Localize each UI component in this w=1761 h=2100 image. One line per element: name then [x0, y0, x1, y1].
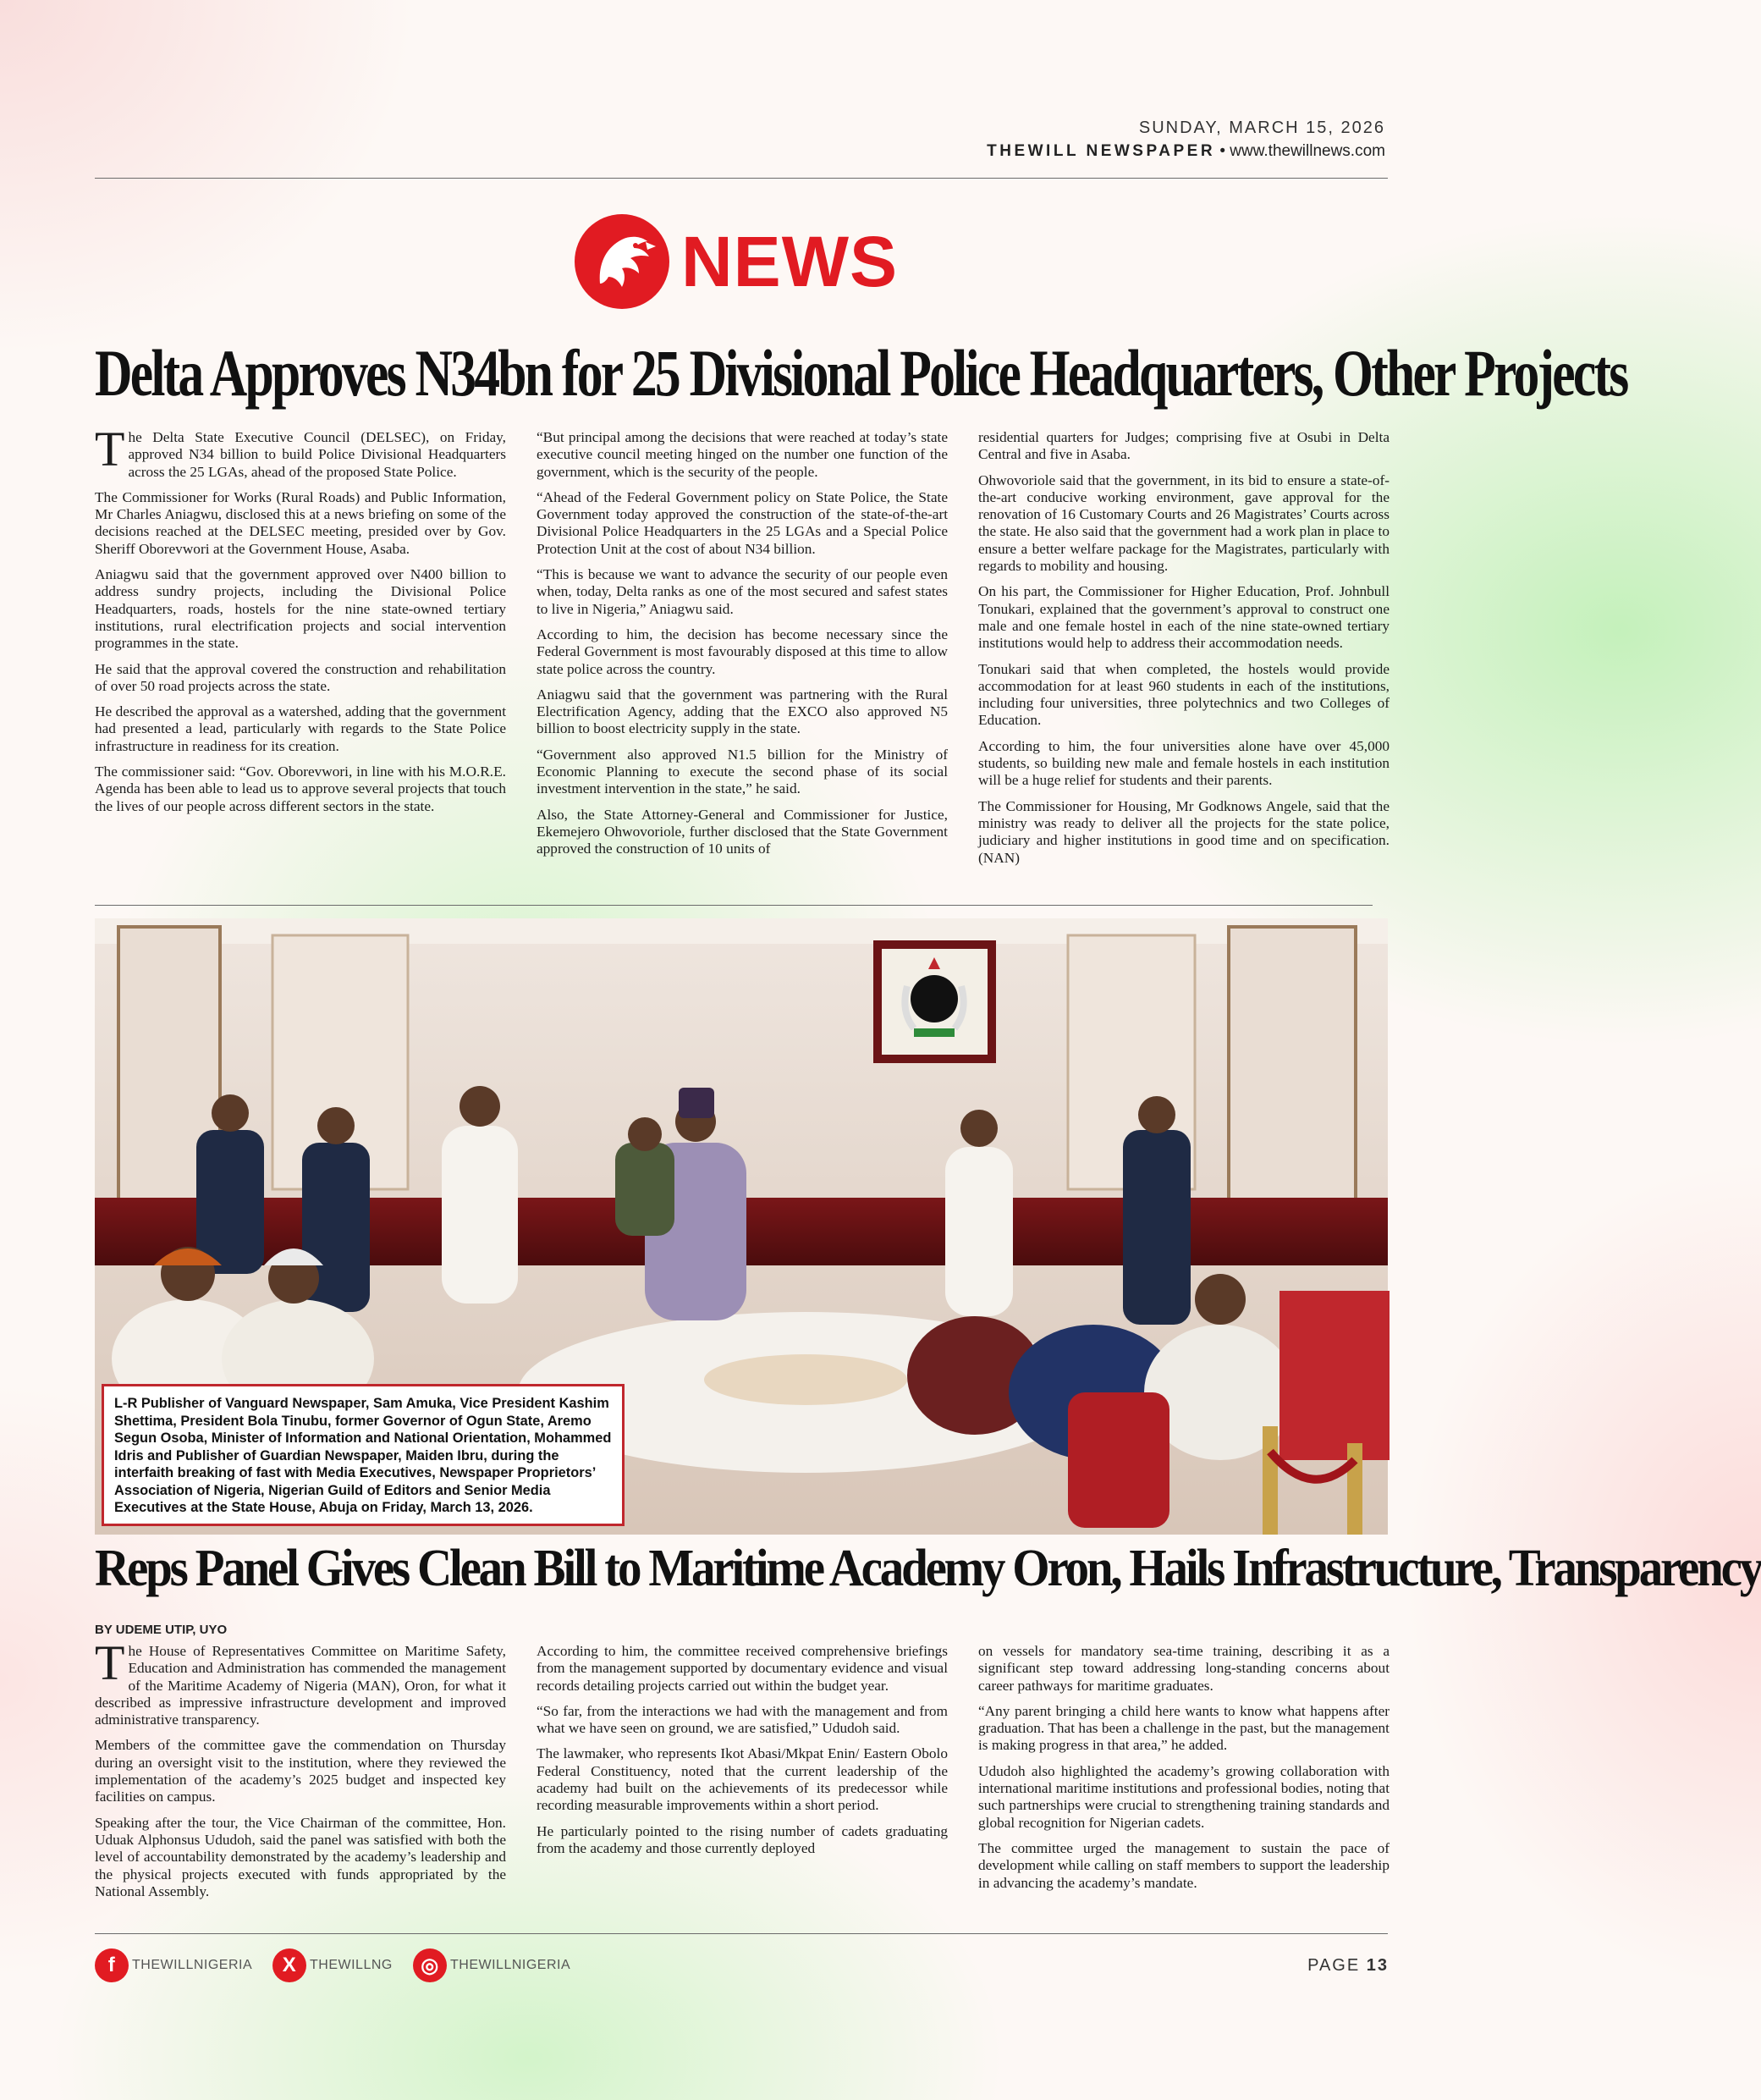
paragraph: The House of Representatives Committee on Maritime Safety, Education and Administration has commended the management of the Maritime Academy of Nigeria (MAN), Oron, for what it described as impressive infrastructure development and improved administrative transparency.	[95, 1635, 506, 1728]
facebook-icon: f	[95, 1948, 129, 1982]
paragraph: “Any parent bringing a child here wants to know what happens after graduation. That has been a challenge in the past, but the management is making progress in that area,” he added.	[978, 1702, 1390, 1754]
paragraph: The lawmaker, who represents Ikot Abasi/Mkpat Enin/ Eastern Obolo Federal Constituency, noted that the current leadership of the academy had built on the achievements of its predecessor while recording measurable improvements within a short period.	[537, 1745, 948, 1814]
paragraph: He said that the approval covered the construction and rehabilitation of over 50 road projects across the state.	[95, 660, 506, 694]
article2-column-3	[978, 1643, 1390, 1900]
page-number	[1307, 1956, 1389, 1976]
paragraph: “Government also approved N1.5 billion for the Ministry of Economic Planning to execute the second phase of its social investment intervention in the state,” he said.	[537, 746, 948, 797]
website-link[interactable]: www.thewillnews.com	[1230, 142, 1385, 160]
article-divider	[95, 905, 1373, 906]
paragraph: The Delta State Executive Council (DELSEC), on Friday, approved N34 billion to build Police Divisional Headquarters across the 25 LGAs, ahead of the proposed State Police.	[95, 422, 506, 480]
issue-date: SUNDAY, MARCH 15, 2026	[1138, 119, 1385, 137]
paragraph: He particularly pointed to the rising number of cadets graduating from the academy and those currently deployed	[537, 1822, 948, 1856]
page-label: PAGE	[1307, 1956, 1361, 1975]
instagram-link[interactable]	[413, 1948, 570, 1982]
eagle-logo-icon	[575, 214, 669, 309]
article2-column-1	[95, 1635, 506, 1909]
facebook-handle: THEWILLNIGERIA	[132, 1958, 253, 1972]
x-handle: THEWILLNG	[310, 1958, 393, 1972]
masthead-line	[987, 142, 1385, 161]
byline: BY UDEME UTIP, UYO	[95, 1623, 228, 1637]
footer-rule	[95, 1933, 1388, 1934]
paragraph: “This is because we want to advance the security of our people even when, today, Delta ranks as one of the most secured and safest states to live in Nigeria,” Aniagwu said.	[537, 566, 948, 617]
paragraph: On his part, the Commissioner for Higher Education, Prof. Johnbull Tonukari, explained that the government’s approval to construct one male and one female hostel in each of the nine state-owned tertiary institutions would help to address their accommodation needs.	[978, 583, 1390, 652]
newspaper-name: THEWILL NEWSPAPER	[987, 142, 1216, 160]
paragraph: Also, the State Attorney-General and Commissioner for Justice, Ekemejero Ohwovoriole, further disclosed that the State Government approved the construction of 10 units of	[537, 806, 948, 857]
paragraph: He described the approval as a watershed, adding that the government had presented a lead, particularly with regards to the State Police infrastructure in readiness for its creation.	[95, 703, 506, 754]
paragraph: Aniagwu said that the government approved over N400 billion to address sundry projects, including the Divisional Police Headquarters, roads, hostels for the nine state-owned tertiary institutions, rural electrification projects and social intervention programmes in the state.	[95, 566, 506, 652]
article1-headline: Delta Approves N34bn for 25 Divisional Police Headquarters, Other Projects	[95, 336, 1627, 410]
paragraph: According to him, the decision has become necessary since the Federal Government is most favourably disposed at this time to allow state police across the country.	[537, 626, 948, 677]
article1-column-2	[537, 429, 948, 867]
facebook-link[interactable]	[95, 1948, 252, 1982]
article2-headline: Reps Panel Gives Clean Bill to Maritime Academy Oron, Hails Infrastructure, Transparency	[95, 1540, 1761, 1597]
paragraph: “So far, from the interactions we had with the management and from what we have seen on ground, we are satisfied,” Ududoh said.	[537, 1702, 948, 1737]
paragraph: Ohwovoriole said that the government, in its bid to ensure a state-of-the-art conducive working environment, gave approval for the renovation of 16 Customary Courts and 26 Magistrates’ Courts across the state. He also said that the government had a work plan in place to ensure a better welfare package for the Magistrates, particularly with regards to mobility and housing.	[978, 471, 1390, 575]
paragraph: The Commissioner for Works (Rural Roads) and Public Information, Mr Charles Aniagwu, disclosed this at a news briefing on some of the decisions reached at the DELSEC meeting, presided over by Gov. Sheriff Oborevwori at the Government House, Asaba.	[95, 488, 506, 557]
paragraph: According to him, the four universities alone have over 45,000 students, so building new male and female hostels in each institution will be a huge relief for students and their parents.	[978, 737, 1390, 789]
paragraph: Speaking after the tour, the Vice Chairman of the committee, Hon. Uduak Alphonsus Ududoh, said the panel was satisfied with both the level of accountability demonstrated by the academy’s leadership and the physical projects executed with funds appropriated by the National Assembly.	[95, 1814, 506, 1899]
paragraph: Ududoh also highlighted the academy’s growing collaboration with international maritime institutions and professional bodies, noting that such partnerships were crucial to strengthening training standards and global recognition for Nigerian cadets.	[978, 1762, 1390, 1831]
paragraph: residential quarters for Judges; comprising five at Osubi in Delta Central and five in Asaba.	[978, 429, 1390, 463]
paragraph: The Commissioner for Housing, Mr Godknows Angele, said that the ministry was ready to deliver all the projects for the state police, judiciary and higher institutions in good time and on specification. (NAN)	[978, 797, 1390, 866]
paragraph: Aniagwu said that the government was partnering with the Rural Electrification Agency, adding that the EXCO also approved N5 billion to boost electricity supply in the state.	[537, 686, 948, 737]
news-section-logo	[575, 214, 913, 299]
paragraph: The committee urged the management to sustain the pace of development while calling on staff members to support the leadership in advancing the academy’s mandate.	[978, 1839, 1390, 1891]
instagram-icon: ◎	[413, 1948, 447, 1982]
paragraph: According to him, the committee received comprehensive briefings from the management supported by documentary evidence and visual records detailing projects carried out within the budget year.	[537, 1643, 948, 1694]
paragraph: Tonukari said that when completed, the hostels would provide accommodation for at least 960 students in each of the institutions, including four universities, three polytechnics and two Colleges of Education.	[978, 660, 1390, 729]
x-link[interactable]	[272, 1948, 393, 1982]
paragraph: “Ahead of the Federal Government policy on State Police, the State Government today approved the construction of the state-of-the-art Divisional Police Headquarters in the 25 LGAs and a Special Police Protection Unit at the cost of about N34 billion.	[537, 488, 948, 557]
dropcap: T	[95, 1635, 125, 1690]
header-rule	[95, 178, 1388, 179]
x-icon: X	[272, 1948, 306, 1982]
article2-column-2	[537, 1643, 948, 1866]
instagram-handle: THEWILLNIGERIA	[450, 1958, 571, 1972]
paragraph: Members of the committee gave the commendation on Thursday during an oversight visit to the institution, where they reviewed the implementation of the academy’s 2025 budget and inspected key facilities on campus.	[95, 1737, 506, 1805]
photo-caption: L-R Publisher of Vanguard Newspaper, Sam Amuka, Vice President Kashim Shettima, President Bola Tinubu, former Governor of Ogun State, Aremo Segun Osoba, Minister of Information and National Orientation, Mohammed Idris and Publisher of Guardian Newspaper, Maiden Ibru, during the interfaith breaking of fast with Media Executives, Newspaper Proprietors’ Association of Nigeria, Nigerian Guild of Editors and Senior Media Executives at the State House, Abuja on Friday, March 13, 2026.	[102, 1384, 625, 1526]
article1-column-3	[978, 429, 1390, 875]
section-label: NEWS	[681, 222, 898, 301]
event-photo	[95, 918, 1388, 1535]
article1-column-1	[95, 422, 506, 824]
masthead-separator: •	[1219, 142, 1225, 160]
page-number-value: 13	[1366, 1956, 1389, 1975]
paragraph: on vessels for mandatory sea-time training, describing it as a significant step toward addressing long-standing concerns about career pathways for maritime graduates.	[978, 1643, 1390, 1694]
dropcap: T	[95, 422, 125, 477]
paragraph: “But principal among the decisions that were reached at today’s state executive council meeting hinged on the number one function of the government, which is the security of the people.	[537, 429, 948, 480]
paragraph: The commissioner said: “Gov. Oborevwori, in line with his M.O.R.E. Agenda has been able to lead us to approve several projects that touch the lives of our people across different sectors in the state.	[95, 763, 506, 814]
